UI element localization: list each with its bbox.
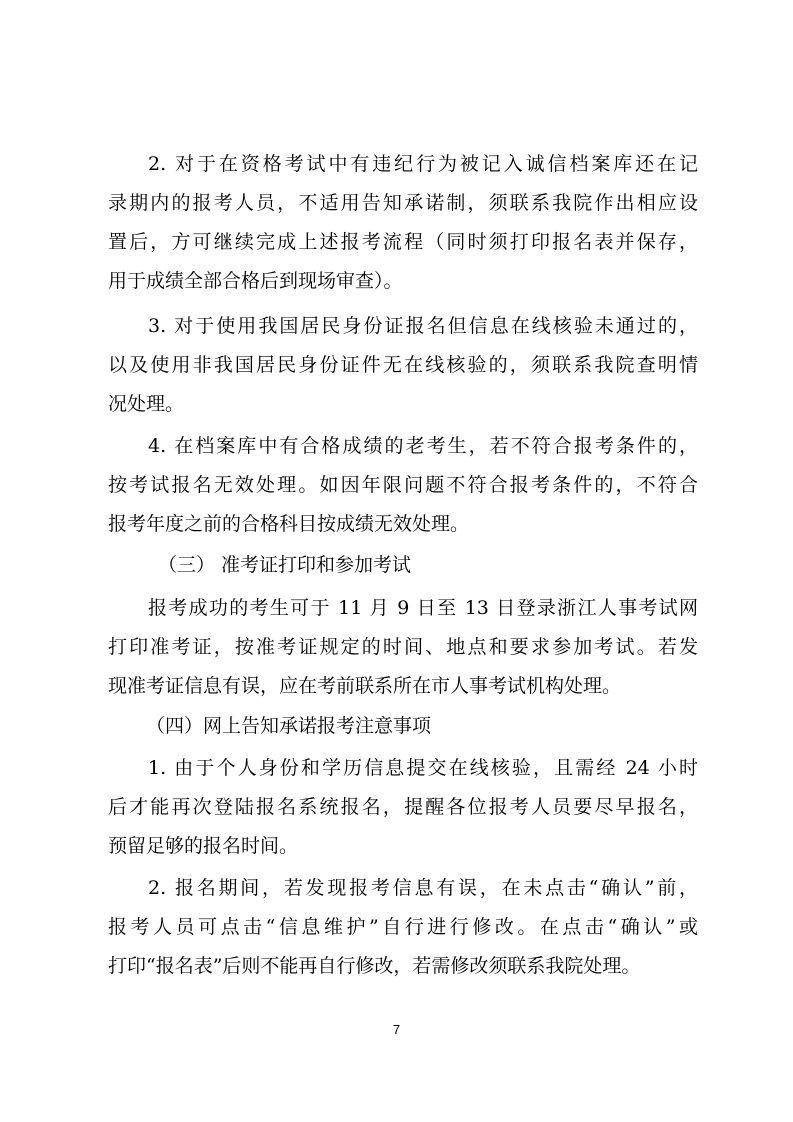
paragraph-2-line-2: 录期内的报考人员，不适用告知承诺制，须联系我院作出相应设 [108, 192, 698, 214]
notice-2-line-2: 报考人员可点击“信息维护”自行进行修改。在点击“确认”或 [108, 916, 698, 938]
paragraph-3-line-3: 况处理。 [108, 393, 185, 415]
notice-2-line-3: 打印“报名表”后则不能再自行修改，若需修改须联系我院处理。 [108, 955, 641, 977]
paragraph-3-line-1: 3. 对于使用我国居民身份证报名但信息在线核验未通过的， [148, 315, 698, 337]
section-heading-4: （四）网上告知承诺报考注意事项 [146, 715, 432, 737]
admission-paragraph-line-3: 现准考证信息有误，应在考前联系所在市人事考试机构处理。 [108, 675, 622, 697]
section-heading-3: （三） 准考证打印和参加考试 [158, 554, 412, 576]
admission-paragraph-line-2: 打印准考证，按准考证规定的时间、地点和要求参加考试。若发 [108, 636, 698, 658]
notice-2-line-1: 2. 报名期间，若发现报考信息有误，在未点击“确认”前， [148, 877, 698, 899]
paragraph-4-line-1: 4. 在档案库中有合格成绩的老考生，若不符合报考条件的， [148, 435, 698, 457]
paragraph-4-line-3: 报考年度之前的合格科目按成绩无效处理。 [108, 513, 470, 535]
paragraph-2-line-4: 用于成绩全部合格后到现场审查）。 [108, 270, 403, 292]
paragraph-4-line-2: 按考试报名无效处理。如因年限问题不符合报考条件的，不符合 [108, 474, 698, 496]
paragraph-2-line-3: 置后，方可继续完成上述报考流程（同时须打印报名表并保存， [108, 231, 698, 253]
notice-1-line-1: 1. 由于个人身份和学历信息提交在线核验，且需经 24 小时 [148, 757, 698, 779]
page-number: 7 [392, 1022, 401, 1037]
paragraph-2-line-1: 2. 对于在资格考试中有违纪行为被记入诚信档案库还在记 [148, 153, 698, 175]
admission-paragraph-line-1: 报考成功的考生可于 11 月 9 日至 13 日登录浙江人事考试网 [148, 597, 698, 619]
notice-1-line-3: 预留足够的报名时间。 [108, 835, 299, 857]
paragraph-3-line-2: 以及使用非我国居民身份证件无在线核验的，须联系我院查明情 [108, 354, 698, 376]
notice-1-line-2: 后才能再次登陆报名系统报名，提醒各位报考人员要尽早报名， [108, 796, 698, 818]
